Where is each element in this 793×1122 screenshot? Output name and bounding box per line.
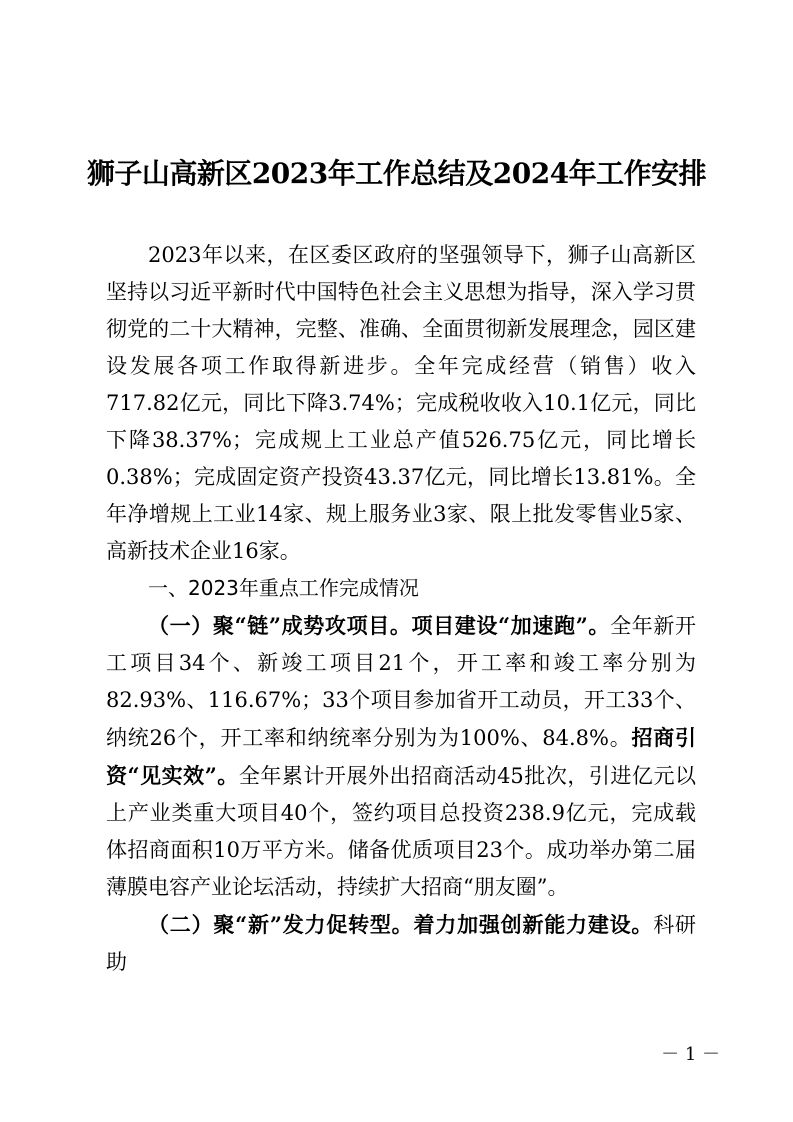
paragraph-text: 全年新开工项目34个、新竣工项目21个，开工率和竣工率分别为82.93%、116.67%；33个项目参加省开工动员，开工33个、纳统26个，开工率和纳统率分别为为100%、84.8%。 [106,614,697,750]
paragraph-subheading-bold: 招商引资“见实效”。 [106,725,697,788]
paragraph-projects [106,607,696,906]
paragraph-text: 全年累计开展外出招商活动45批次，引进亿元以上产业类重大项目40个，签约项目总投资238.9亿元，完成载体招商面积10万平方米。储备优质项目23个。成功举办第二届薄膜电容产业论坛活动，持续扩大招商“朋友圈”。 [106,764,696,899]
intro-paragraph: 2023年以来，在区委区政府的坚强领导下，狮子山高新区坚持以习近平新时代中国特色社会主义思想为指导，深入学习贯彻党的二十大精神，完整、准确、全面贯彻新发展理念，园区建设发展各项工作取得新进步。全年完成经营（销售）收入717.82亿元，同比下降3.74%；完成税收收入10.1亿元，同比下降38.37%；完成规上工业总产值526.75亿元，同比增长0.38%；完成固定资产投资43.37亿元，同比增长13.81%。全年净增规上工业14家、规上服务业3家、限上批发零售业5家、高新技术企业16家。 [106,243,696,563]
document-body [106,237,696,981]
paragraph-heading-bold: （一）聚“链”成势攻项目。项目建设“加速跑”。 [148,613,611,638]
paragraph-text: 科研助 [106,913,697,974]
page-number: － 1 － [661,1044,720,1065]
document-title: 狮子山高新区2023年工作总结及2024年工作安排 [86,157,707,190]
paragraph-innovation [106,906,696,981]
paragraph-heading-bold: （二）聚“新”发力促转型。着力加强创新能力建设。 [148,912,654,937]
section-heading: 一、2023年重点工作完成情况 [148,576,419,600]
